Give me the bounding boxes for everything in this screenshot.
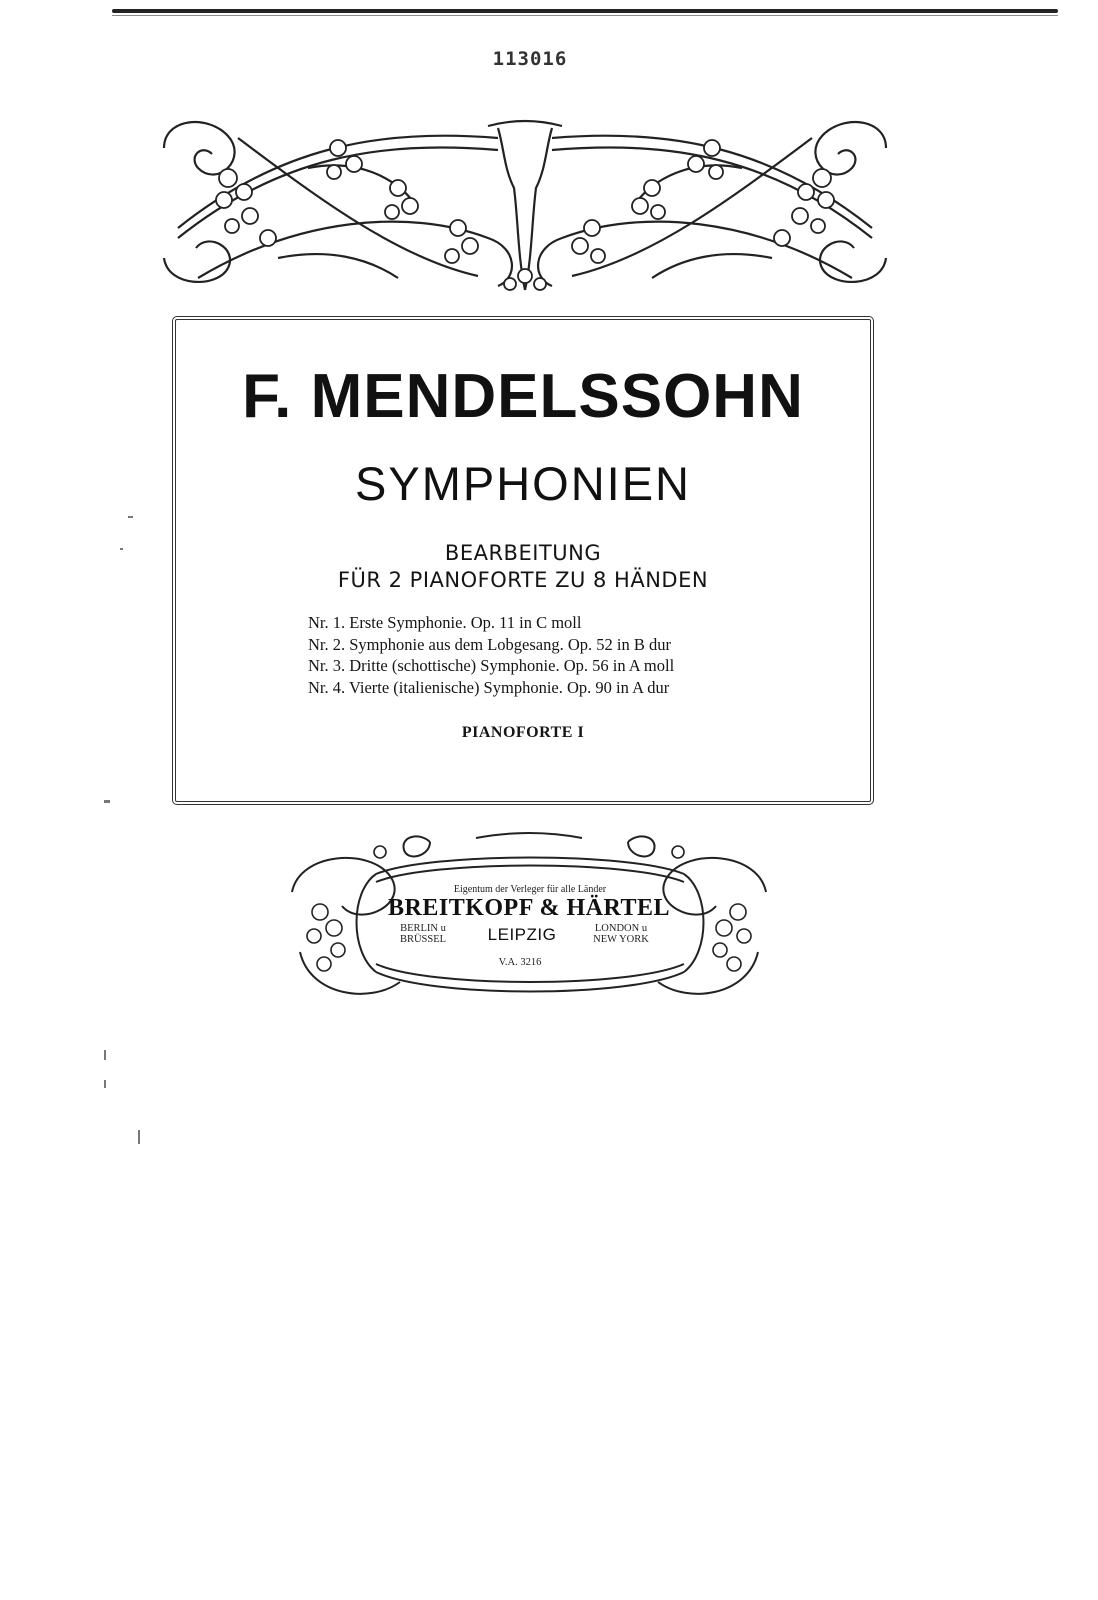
plate-number: 113016: [492, 48, 568, 70]
work-item: Nr. 1. Erste Symphonie. Op. 11 in C moll: [308, 613, 582, 632]
arrangement-description: [172, 540, 874, 594]
arrangement-line-1: BEARBEITUNG: [444, 541, 602, 565]
scan-speck: [120, 548, 123, 550]
works-list: [308, 612, 828, 698]
publisher-cities-right: LONDON u NEW YORK: [593, 923, 649, 945]
scan-speck: [104, 800, 110, 803]
publisher-name: BREITKOPF & HÄRTEL: [388, 895, 670, 921]
scan-speck: [138, 1130, 140, 1144]
top-rule-thin: [112, 15, 1058, 16]
catalogue-number: V.A. 3216: [498, 957, 542, 968]
scan-speck: [104, 1050, 106, 1060]
work-item: Nr. 3. Dritte (schottische) Symphonie. Op. 56 in A moll: [308, 656, 675, 675]
instrument-part: PIANOFORTE I: [461, 724, 585, 741]
floral-ornament-band: [158, 108, 892, 294]
publisher-emblem-ornament: [280, 832, 778, 1012]
work-item: Nr. 2. Symphonie aus dem Lobgesang. Op. 52 in B dur: [308, 634, 671, 654]
top-rule: [112, 9, 1058, 13]
work-title: SYMPHONIEN: [355, 457, 691, 510]
composer-name: F. MENDELSSOHN: [242, 362, 804, 431]
publisher-cities-left: BERLIN u BRÜSSEL: [399, 923, 447, 945]
publisher-main-city: LEIPZIG: [487, 925, 557, 944]
scan-speck: [104, 1080, 106, 1088]
publisher-rights-notice: Eigentum der Verleger für alle Länder: [453, 884, 607, 895]
work-item: Nr. 4. Vierte (italienische) Symphonie. Op. 90 in A dur: [308, 677, 670, 697]
scan-speck: [128, 516, 133, 518]
arrangement-line-2: FÜR 2 PIANOFORTE ZU 8 HÄNDEN: [337, 568, 709, 592]
